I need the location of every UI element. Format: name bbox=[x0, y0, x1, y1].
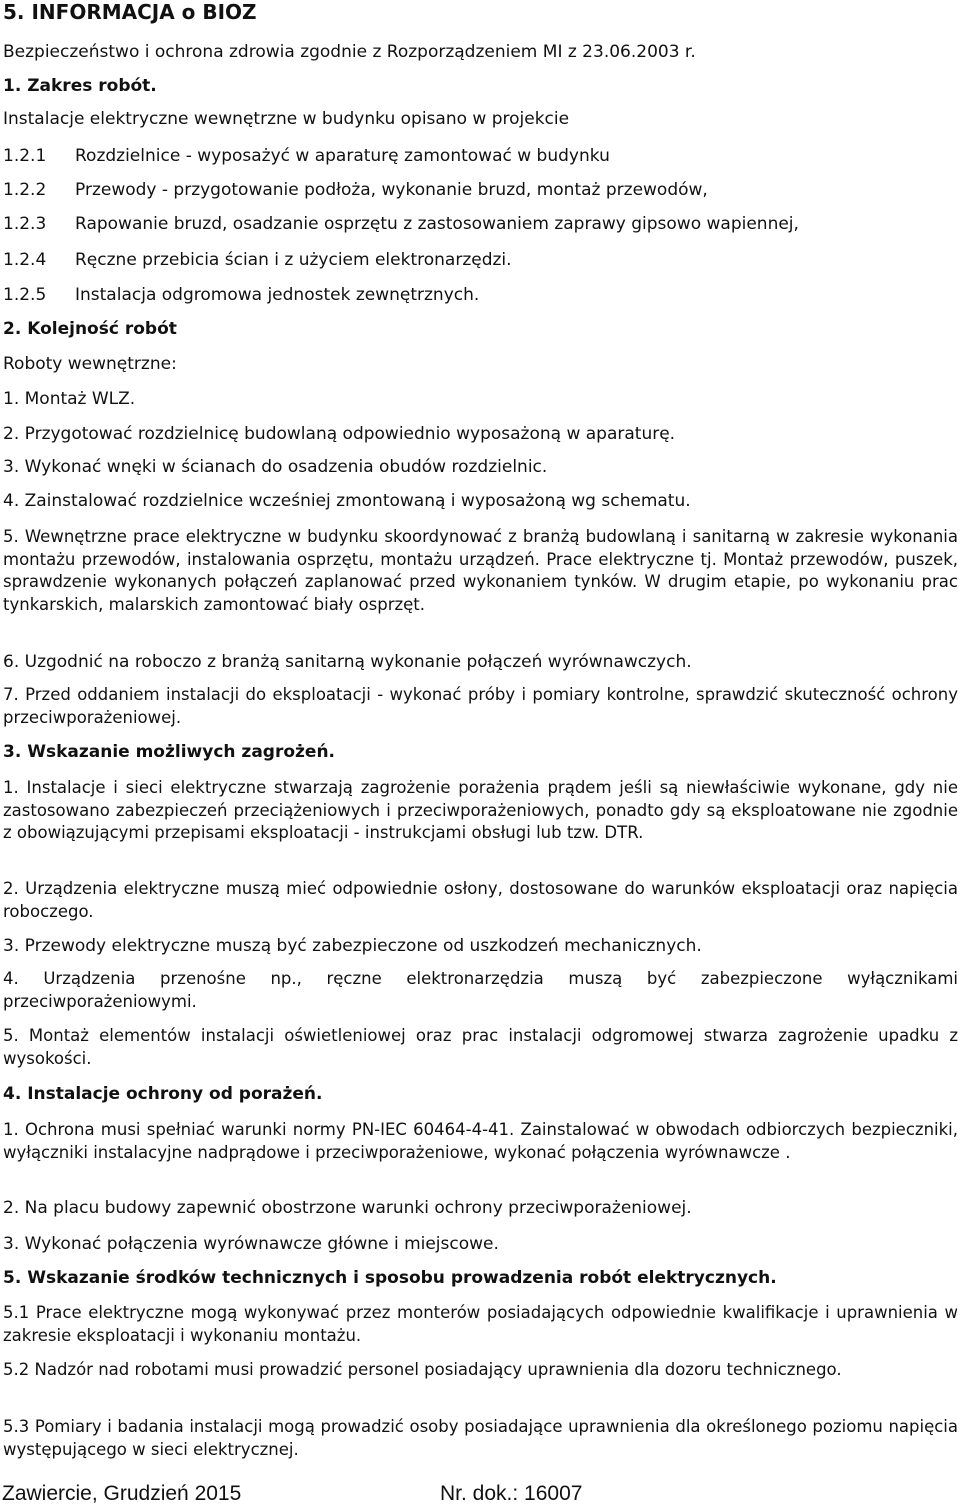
hazard-item: 2. Urządzenia elektryczne muszą mieć odpowiednie osłony, dostosowane do warunków eksploatacji oraz napięcia roboczego. bbox=[3, 879, 958, 921]
order-item: 7. Przed oddaniem instalacji do eksploatacji - wykonać próby i pomiary kontrolne, sprawdzić skuteczność ochrony przeciwporażeniowej. bbox=[3, 685, 958, 727]
section2-heading: 2. Kolejność robót bbox=[3, 319, 177, 339]
protection-item: 1. Ochrona musi spełniać warunki normy PN-IEC 60464-4-41. Zainstalować w obwodach odbiorczych bezpieczniki, wyłączniki instalacyjne nadprądowe i przeciwporażeniowe, wykonać połączenia wyrównawcze . bbox=[3, 1120, 958, 1162]
technical-measure-item: 5.2 Nadzór nad robotami musi prowadzić personel posiadający uprawnienia dla dozoru technicznego. bbox=[3, 1360, 842, 1379]
scope-item-text: Rapowanie bruzd, osadzanie osprzętu z zastosowaniem zaprawy gipsowo wapiennej, bbox=[75, 214, 799, 234]
order-item: 1. Montaż WLZ. bbox=[3, 389, 136, 409]
technical-measure-item: 5.3 Pomiary i badania instalacji mogą prowadzić osoby posiadające uprawnienia dla określonego poziomu napięcia występującego w sieci elektrycznej. bbox=[3, 1417, 958, 1459]
scope-item-number: 1.2.5 bbox=[3, 285, 47, 305]
scope-item bbox=[3, 213, 958, 235]
scope-item-number: 1.2.2 bbox=[3, 180, 47, 200]
scope-item-text: Przewody - przygotowanie podłoża, wykonanie bruzd, montaż przewodów, bbox=[75, 180, 708, 200]
scope-item bbox=[3, 145, 958, 167]
order-item: 5. Wewnętrzne prace elektryczne w budynku skoordynować z branżą budowlaną i sanitarną w zakresie wykonania montażu przewodów, instalowania osprzętu, montażu urządzeń. Prace elektryczne tj. Montaż przewodów, puszek, sprawdzenie wykonanych połączeń zaplanować przed wykonaniem tynków. W drugim etapie, po wykonaniu prac tynkarskich, malarskich zamontować biały osprzęt. bbox=[3, 527, 958, 614]
scope-item bbox=[3, 179, 958, 201]
scope-item bbox=[3, 249, 958, 271]
order-item: 2. Przygotować rozdzielnicę budowlaną odpowiednio wyposażoną w aparaturę. bbox=[3, 424, 676, 444]
hazard-item: 5. Montaż elementów instalacji oświetleniowej oraz prac instalacji odgromowej stwarza zagrożenie upadku z wysokości. bbox=[3, 1026, 958, 1068]
hazard-item: 1. Instalacje i sieci elektryczne stwarzają zagrożenie porażenia prądem jeśli są niewłaściwie wykonane, gdy nie zastosowano zabezpieczeń przeciążeniowych i przeciwporażeniowych, ponadto gdy są eksploatowane nie zgodnie z obowiązującymi przepisami eksploatacji - instrukcjami obsługi lub tzw. DTR. bbox=[3, 778, 958, 842]
order-item: 4. Zainstalować rozdzielnice wcześniej zmontowaną i wyposażoną wg schematu. bbox=[3, 491, 691, 511]
section5-heading: 5. Wskazanie środków technicznych i sposobu prowadzenia robót elektrycznych. bbox=[3, 1268, 777, 1288]
scope-item-text: Rozdzielnice - wyposażyć w aparaturę zamontować w budynku bbox=[75, 146, 610, 166]
hazard-item: 3. Przewody elektryczne muszą być zabezpieczone od uszkodzeń mechanicznych. bbox=[3, 936, 702, 956]
scope-item bbox=[3, 284, 958, 306]
protection-item: 2. Na placu budowy zapewnić obostrzone warunki ochrony przeciwporażeniowej. bbox=[3, 1198, 692, 1218]
section1-heading: 1. Zakres robót. bbox=[3, 76, 157, 96]
section4-heading: 4. Instalacje ochrony od porażeń. bbox=[3, 1084, 323, 1104]
scope-item-text: Instalacja odgromowa jednostek zewnętrznych. bbox=[75, 285, 480, 305]
order-item: 3. Wykonać wnęki w ścianach do osadzenia obudów rozdzielnic. bbox=[3, 457, 548, 477]
protection-item: 3. Wykonać połączenia wyrównawcze główne i miejscowe. bbox=[3, 1234, 499, 1254]
order-item: 6. Uzgodnić na roboczo z branżą sanitarną wykonanie połączeń wyrównawczych. bbox=[3, 652, 692, 672]
scope-item-number: 1.2.1 bbox=[3, 146, 47, 166]
technical-measure-item: 5.1 Prace elektryczne mogą wykonywać przez monterów posiadających odpowiednie kwalifikacje i uprawnienia w zakresie eksploatacji i wykonaniu montażu. bbox=[3, 1303, 958, 1345]
footer-place-date: Zawiercie, Grudzień 2015 bbox=[2, 1482, 242, 1505]
document-title: 5. INFORMACJA o BIOZ bbox=[3, 0, 257, 24]
scope-item-text: Ręczne przebicia ścian i z użyciem elektronarzędzi. bbox=[75, 250, 512, 270]
section3-heading: 3. Wskazanie możliwych zagrożeń. bbox=[3, 742, 336, 762]
section1-intro: Instalacje elektryczne wewnętrzne w budynku opisano w projekcie bbox=[3, 109, 570, 129]
scope-item-number: 1.2.3 bbox=[3, 214, 47, 234]
hazard-item: 4. Urządzenia przenośne np., ręczne elektronarzędzia muszą być zabezpieczone wyłącznikami przeciwporażeniowymi. bbox=[3, 969, 958, 1011]
section2-subheading: Roboty wewnętrzne: bbox=[3, 354, 177, 374]
footer-doc-number: Nr. dok.: 16007 bbox=[440, 1482, 583, 1505]
scope-item-number: 1.2.4 bbox=[3, 250, 47, 270]
document-subtitle: Bezpieczeństwo i ochrona zdrowia zgodnie z Rozporządzeniem MI z 23.06.2003 r. bbox=[3, 42, 696, 62]
